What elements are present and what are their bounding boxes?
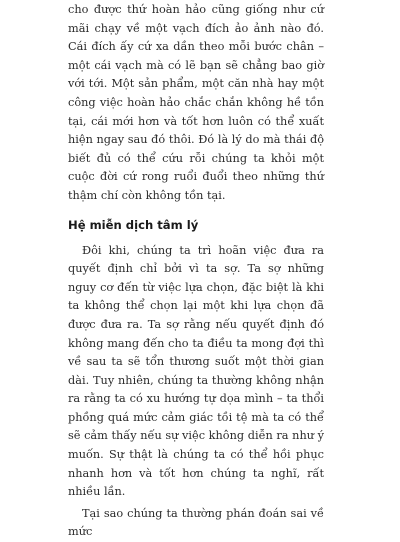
paragraph-perfection: cho được thứ hoàn hảo cũng giống như cứ mãi chạy về một vạch đích ảo ảnh nào đó. Cái đích ấy cứ xa dần theo mỗi bước chân – một cái vạch mà có lẽ bạn sẽ chẳng bao giờ với tới. Một sản phẩm, một căn nhà hay một công việc hoàn hảo chắc chắn không hề tồn tại, cái mới hơn và tốt hơn luôn có thể xuất hiện ngay sau đó thôi. Đó là lý do mà thái độ biết đủ có thể cứu rỗi chúng ta khỏi một cuộc đời cứ rong ruổi đuổi theo những thứ thậm chí còn không tồn tại. bbox=[68, 3, 324, 202]
page-content bbox=[68, 0, 324, 542]
paragraph-fear: Đôi khi, chúng ta trì hoãn việc đưa ra quyết định chỉ bởi vì ta sợ. Ta sợ những nguy cơ đến từ việc lựa chọn, đặc biệt là khi ta không thể chọn lại một khi lựa chọn đã được đưa ra. Ta sợ rằng nếu quyết định đó không mang đến cho ta điều ta mong đợi thì về sau ta sẽ tổn thương suốt một thời gian dài. Tuy nhiên, chúng ta thường không nhận ra rằng ta có xu hướng tự dọa mình – ta thổi phồng quá mức cảm giác tồi tệ mà ta có thể sẽ cảm thấy nếu sự việc không diễn ra như ý muốn. Sự thật là chúng ta có thể hồi phục nhanh hơn và tốt hơn chúng ta nghĩ, rất nhiều lần. bbox=[68, 243, 324, 499]
paragraph-question: Tại sao chúng ta thường phán đoán sai về mức bbox=[68, 506, 324, 539]
section-heading: Hệ miễn dịch tâm lý bbox=[68, 217, 199, 232]
